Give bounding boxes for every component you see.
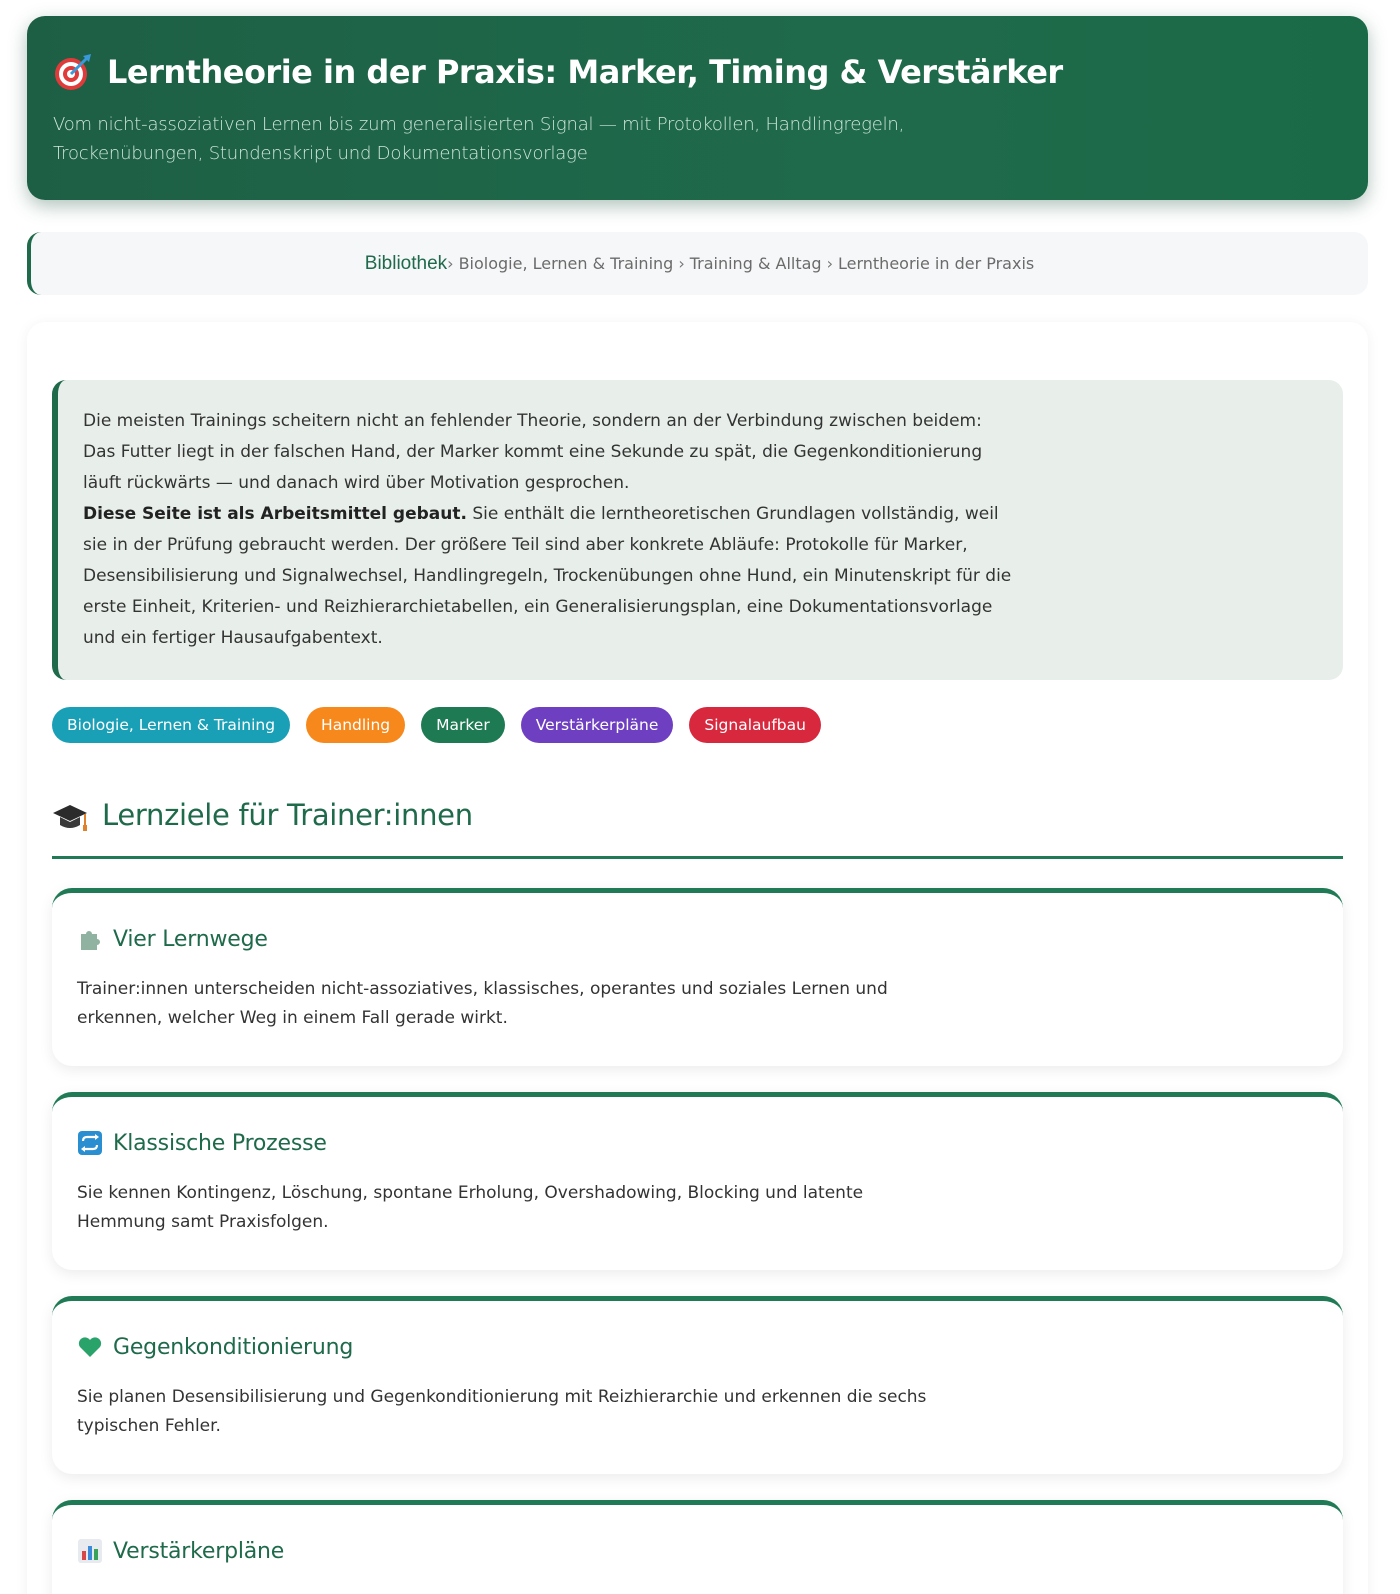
breadcrumb-separator: › [678,254,685,273]
goal-card [52,888,1343,1066]
breadcrumb-item-current: Lerntheorie in der Praxis [837,254,1035,273]
section-title: Lernziele für Trainer:innen [102,798,473,832]
breadcrumb [27,232,1368,295]
tag-signalaufbau[interactable]: Signalaufbau [689,707,821,743]
intro-paragraph-2 [83,499,1013,654]
tag-handling[interactable]: Handling [306,707,405,743]
breadcrumb-separator: › [447,254,454,273]
intro-box [52,380,1343,680]
goal-title: Vier Lernwege [113,926,268,952]
goal-card [52,1296,1343,1474]
page-header [27,16,1368,200]
goal-card [52,1500,1343,1594]
goal-title: Klassische Prozesse [113,1130,327,1156]
goal-text: Trainer:innen unterscheiden nicht-assoziatives, klassisches, operantes und soziales Lernen und erkennen, welcher Weg in einem Fall gerade wirkt. [77,979,888,1028]
bar-chart-icon [77,1538,103,1564]
tag-list [52,707,821,743]
page-subtitle: Vom nicht-assoziativen Lernen bis zum generalisierten Signal — mit Protokollen, Handlingregeln, Trockenübungen, Stundenskript und Dokumentationsvorlage [53,114,905,164]
graduation-cap-icon [52,799,88,835]
intro-bold-lead: Diese Seite ist als Arbeitsmittel gebaut. [83,504,467,524]
goal-text: Sie planen Desensibilisierung und Gegenkonditionierung mit Reizhierarchie und erkennen die sechs typischen Fehler. [77,1387,927,1436]
section-heading-lernziele [52,795,1343,859]
breadcrumb-home-link[interactable]: Bibliothek [364,252,448,274]
puzzle-icon [77,926,103,952]
green-heart-icon [77,1334,103,1360]
goal-card [52,1092,1343,1270]
goal-title: Verstärkerpläne [113,1538,285,1564]
intro-text: Sie enthält die lerntheoretischen Grundlagen vollständig, weil sie in der Prüfung gebraucht werden. Der größere Teil sind aber konkrete Abläufe: Protokolle für Marker, Desensibilisierung und Signalwechsel, Handlingregeln, Trockenübungen ohne Hund, ein Minutenskript für die erste Einheit, Kriterien- und Reizhierarchietabellen, ein Generalisierungsplan, eine Dokumentationsvorlage und ein fertiger Hausaufgabentext. [83,504,1012,648]
breadcrumb-item-category[interactable]: Biologie, Lernen & Training [458,254,674,273]
tag-verstaerkerplaene[interactable]: Verstärkerpläne [521,707,674,743]
goal-text: Sie kennen Kontingenz, Löschung, spontane Erholung, Overshadowing, Blocking und latente Hemmung samt Praxisfolgen. [77,1183,864,1232]
goal-title: Gegenkonditionierung [113,1334,354,1360]
breadcrumb-item-subcategory[interactable]: Training & Alltag [689,254,822,273]
repeat-icon [77,1130,103,1156]
tag-biologie[interactable]: Biologie, Lernen & Training [52,707,290,743]
page-title: Lerntheorie in der Praxis: Marker, Timing & Verstärker [107,53,1063,91]
tag-marker[interactable]: Marker [421,707,505,743]
target-icon [53,52,93,92]
intro-paragraph: Die meisten Trainings scheitern nicht an fehlender Theorie, sondern an der Verbindung zwischen beidem: Das Futter liegt in der falschen Hand, der Marker kommt eine Sekunde zu spät, die Gegenkonditionierung läuft rückwärts — und danach wird über Motivation gesprochen. [83,411,983,493]
breadcrumb-separator: › [826,254,833,273]
